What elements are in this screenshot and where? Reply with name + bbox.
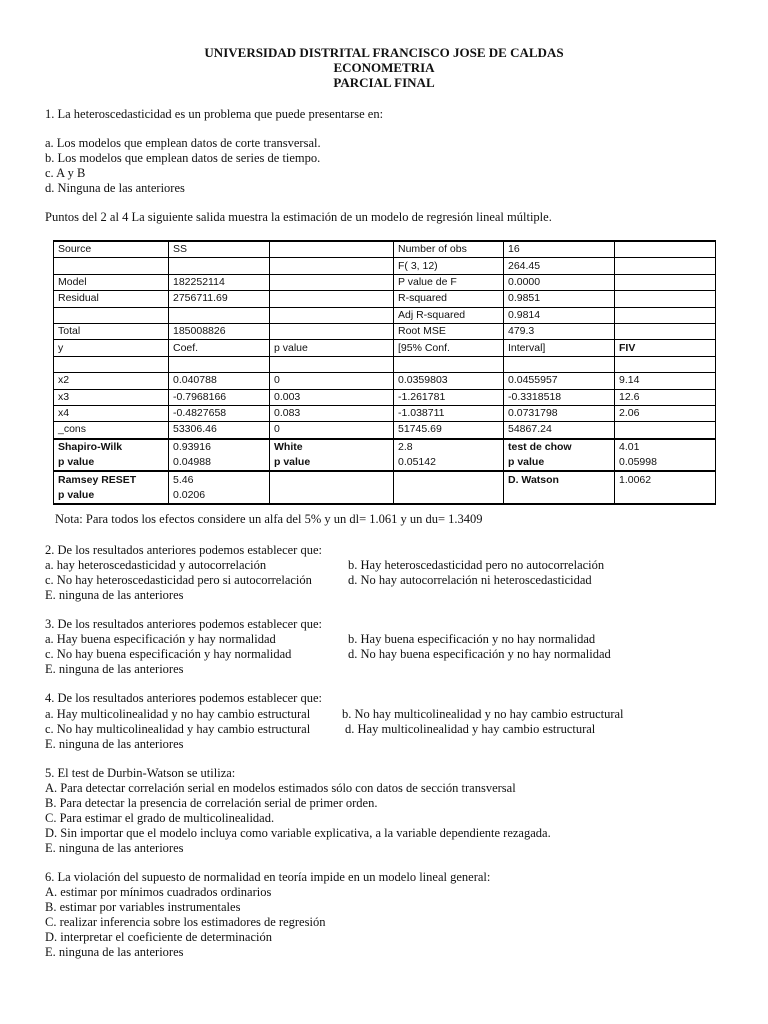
table-cell: 0.93916 bbox=[169, 439, 270, 455]
table-cell: [95% Conf. bbox=[394, 340, 504, 356]
q1-option-c: c. A y B bbox=[45, 166, 86, 180]
table-cell bbox=[54, 258, 169, 274]
table-cell bbox=[270, 356, 394, 372]
table-cell: 264.45 bbox=[504, 258, 615, 274]
table-cell: x2 bbox=[54, 373, 169, 389]
table-cell: 0.083 bbox=[270, 405, 394, 421]
table-cell: -0.7968166 bbox=[169, 389, 270, 405]
q2-option-c: c. No hay heteroscedasticidad pero si autocorrelación bbox=[45, 573, 312, 587]
table-cell: Number of obs bbox=[394, 241, 504, 258]
table-cell: 0 bbox=[270, 422, 394, 439]
table-cell: FIV bbox=[615, 340, 716, 356]
q3-option-b: b. Hay buena especificación y no hay normalidad bbox=[348, 632, 596, 646]
table-row bbox=[54, 422, 716, 439]
q5-option-b: B. Para detectar la presencia de correlación serial de primer orden. bbox=[45, 796, 378, 810]
q3-option-c: c. No hay buena especificación y hay normalidad bbox=[45, 647, 292, 661]
q5-question: 5. El test de Durbin-Watson se utiliza: bbox=[45, 766, 236, 780]
table-row bbox=[54, 488, 716, 504]
q4-option-d: d. Hay multicolinealidad y hay cambio estructural bbox=[345, 722, 596, 736]
table-cell bbox=[615, 307, 716, 323]
table-cell bbox=[615, 323, 716, 339]
table-row bbox=[54, 389, 716, 405]
table-cell: Source bbox=[54, 241, 169, 258]
table-cell: Interval] bbox=[504, 340, 615, 356]
q1-option-a: a. Los modelos que emplean datos de corte transversal. bbox=[45, 136, 321, 150]
q3-option-d: d. No hay buena especificación y no hay normalidad bbox=[348, 647, 611, 661]
q5-option-d: D. Sin importar que el modelo incluya como variable explicativa, a la variable dependiente rezagada. bbox=[45, 826, 551, 840]
q2-option-b: b. Hay heteroscedasticidad pero no autocorrelación bbox=[348, 558, 605, 572]
table-cell bbox=[615, 356, 716, 372]
table-cell: 0.0000 bbox=[504, 274, 615, 290]
table-cell: 0.0206 bbox=[169, 488, 270, 504]
table-cell: R-squared bbox=[394, 291, 504, 307]
q3-question: 3. De los resultados anteriores podemos establecer que: bbox=[45, 617, 322, 631]
table-cell bbox=[615, 291, 716, 307]
table-intro: Puntos del 2 al 4 La siguiente salida muestra la estimación de un modelo de regresión lineal múltiple. bbox=[45, 210, 552, 224]
table-cell bbox=[615, 241, 716, 258]
table-cell bbox=[270, 488, 394, 504]
table-cell bbox=[394, 356, 504, 372]
table-cell: 0.9814 bbox=[504, 307, 615, 323]
table-cell: -0.4827658 bbox=[169, 405, 270, 421]
table-cell: _cons bbox=[54, 422, 169, 439]
table-cell: SS bbox=[169, 241, 270, 258]
q6-question: 6. La violación del supuesto de normalidad en teoría impide en un modelo lineal general: bbox=[45, 870, 491, 884]
table-cell: 1.0062 bbox=[615, 471, 716, 487]
table-cell: 2.8 bbox=[394, 439, 504, 455]
table-cell: test de chow bbox=[504, 439, 615, 455]
table-cell: 479.3 bbox=[504, 323, 615, 339]
q2-option-a: a. hay heteroscedasticidad y autocorrelación bbox=[45, 558, 267, 572]
table-cell: y bbox=[54, 340, 169, 356]
table-cell bbox=[615, 488, 716, 504]
q6-option-b: B. estimar por variables instrumentales bbox=[45, 900, 241, 914]
table-cell: 0.0731798 bbox=[504, 405, 615, 421]
table-cell bbox=[54, 307, 169, 323]
table-row bbox=[54, 241, 716, 258]
table-cell: Total bbox=[54, 323, 169, 339]
table-cell bbox=[270, 307, 394, 323]
table-cell bbox=[270, 274, 394, 290]
table-cell: 9.14 bbox=[615, 373, 716, 389]
q4-option-c: c. No hay multicolinealidad y hay cambio estructural bbox=[45, 722, 311, 736]
table-cell: 0.0359803 bbox=[394, 373, 504, 389]
table-cell: 0.05142 bbox=[394, 455, 504, 471]
university-name: UNIVERSIDAD DISTRITAL FRANCISCO JOSE DE CALDAS bbox=[204, 45, 564, 60]
table-row bbox=[54, 405, 716, 421]
table-cell: 4.01 bbox=[615, 439, 716, 455]
q1-option-b: b. Los modelos que emplean datos de series de tiempo. bbox=[45, 151, 321, 165]
table-cell: 0 bbox=[270, 373, 394, 389]
q4-option-e: E. ninguna de las anteriores bbox=[45, 737, 184, 751]
table-cell bbox=[394, 471, 504, 487]
table-cell bbox=[169, 258, 270, 274]
table-cell: p value bbox=[54, 488, 169, 504]
table-cell bbox=[270, 471, 394, 487]
q5-option-a: A. Para detectar correlación serial en modelos estimados sólo con datos de sección transversal bbox=[45, 781, 516, 795]
subject-name: ECONOMETRIA bbox=[333, 60, 435, 75]
q1-question: 1. La heteroscedasticidad es un problema que puede presentarse en: bbox=[45, 107, 384, 121]
table-cell: P value de F bbox=[394, 274, 504, 290]
table-cell bbox=[615, 274, 716, 290]
table-row bbox=[54, 356, 716, 372]
table-cell: 53306.46 bbox=[169, 422, 270, 439]
table-cell: 0.040788 bbox=[169, 373, 270, 389]
q6-option-a: A. estimar por mínimos cuadrados ordinarios bbox=[45, 885, 272, 899]
table-cell bbox=[270, 323, 394, 339]
table-cell: p value bbox=[504, 455, 615, 471]
table-cell bbox=[169, 307, 270, 323]
exam-title: PARCIAL FINAL bbox=[333, 75, 435, 90]
table-cell bbox=[394, 488, 504, 504]
table-cell: 12.6 bbox=[615, 389, 716, 405]
table-cell: Adj R-squared bbox=[394, 307, 504, 323]
table-cell: p value bbox=[270, 340, 394, 356]
table-cell: p value bbox=[54, 455, 169, 471]
table-cell bbox=[615, 422, 716, 439]
regression-table bbox=[53, 240, 716, 505]
table-cell: 0.003 bbox=[270, 389, 394, 405]
table-cell: 0.05998 bbox=[615, 455, 716, 471]
table-cell: Coef. bbox=[169, 340, 270, 356]
table-row bbox=[54, 291, 716, 307]
table-cell bbox=[270, 291, 394, 307]
table-cell: 16 bbox=[504, 241, 615, 258]
table-cell bbox=[615, 258, 716, 274]
q2-option-d: d. No hay autocorrelación ni heteroscedasticidad bbox=[348, 573, 592, 587]
table-cell: 2.06 bbox=[615, 405, 716, 421]
table-cell: -1.261781 bbox=[394, 389, 504, 405]
table-cell: D. Watson bbox=[504, 471, 615, 487]
q6-option-c: C. realizar inferencia sobre los estimadores de regresión bbox=[45, 915, 326, 929]
table-cell: Model bbox=[54, 274, 169, 290]
table-cell: -1.038711 bbox=[394, 405, 504, 421]
table-cell: 185008826 bbox=[169, 323, 270, 339]
q6-option-e: E. ninguna de las anteriores bbox=[45, 945, 184, 959]
table-cell: 182252114 bbox=[169, 274, 270, 290]
table-cell: 51745.69 bbox=[394, 422, 504, 439]
table-cell bbox=[270, 258, 394, 274]
q3-option-e: E. ninguna de las anteriores bbox=[45, 662, 184, 676]
document-header bbox=[0, 45, 768, 90]
table-cell: Root MSE bbox=[394, 323, 504, 339]
table-cell: 2756711.69 bbox=[169, 291, 270, 307]
q1-option-d: d. Ninguna de las anteriores bbox=[45, 181, 185, 195]
q6-option-d: D. interpretar el coeficiente de determinación bbox=[45, 930, 272, 944]
table-row bbox=[54, 439, 716, 455]
table-cell: White bbox=[270, 439, 394, 455]
q4-question: 4. De los resultados anteriores podemos establecer que: bbox=[45, 691, 322, 705]
table-cell: x3 bbox=[54, 389, 169, 405]
table-row bbox=[54, 274, 716, 290]
table-cell: Residual bbox=[54, 291, 169, 307]
table-cell: p value bbox=[270, 455, 394, 471]
table-cell bbox=[54, 356, 169, 372]
table-row bbox=[54, 471, 716, 487]
table-cell: Ramsey RESET bbox=[54, 471, 169, 487]
table-cell bbox=[504, 356, 615, 372]
table-cell bbox=[504, 488, 615, 504]
table-row bbox=[54, 373, 716, 389]
table-cell bbox=[169, 356, 270, 372]
table-cell: 54867.24 bbox=[504, 422, 615, 439]
q5-option-c: C. Para estimar el grado de multicolinealidad. bbox=[45, 811, 275, 825]
q2-question: 2. De los resultados anteriores podemos establecer que: bbox=[45, 543, 322, 557]
q5-option-e: E. ninguna de las anteriores bbox=[45, 841, 184, 855]
table-row bbox=[54, 340, 716, 356]
q3-option-a: a. Hay buena especificación y hay normalidad bbox=[45, 632, 276, 646]
table-cell bbox=[270, 241, 394, 258]
table-cell: x4 bbox=[54, 405, 169, 421]
table-row bbox=[54, 258, 716, 274]
table-cell: Shapiro-Wilk bbox=[54, 439, 169, 455]
note: Nota: Para todos los efectos considere un alfa del 5% y un dl= 1.061 y un du= 1.3409 bbox=[55, 512, 483, 526]
table-row bbox=[54, 307, 716, 323]
table-cell: -0.3318518 bbox=[504, 389, 615, 405]
q4-option-a: a. Hay multicolinealidad y no hay cambio estructural bbox=[45, 707, 311, 721]
table-row bbox=[54, 455, 716, 471]
q4-option-b: b. No hay multicolinealidad y no hay cambio estructural bbox=[342, 707, 624, 721]
table-cell: 0.0455957 bbox=[504, 373, 615, 389]
table-cell: 5.46 bbox=[169, 471, 270, 487]
table-cell: 0.04988 bbox=[169, 455, 270, 471]
table-row bbox=[54, 323, 716, 339]
table-cell: 0.9851 bbox=[504, 291, 615, 307]
q2-option-e: E. ninguna de las anteriores bbox=[45, 588, 184, 602]
table-cell: F( 3, 12) bbox=[394, 258, 504, 274]
